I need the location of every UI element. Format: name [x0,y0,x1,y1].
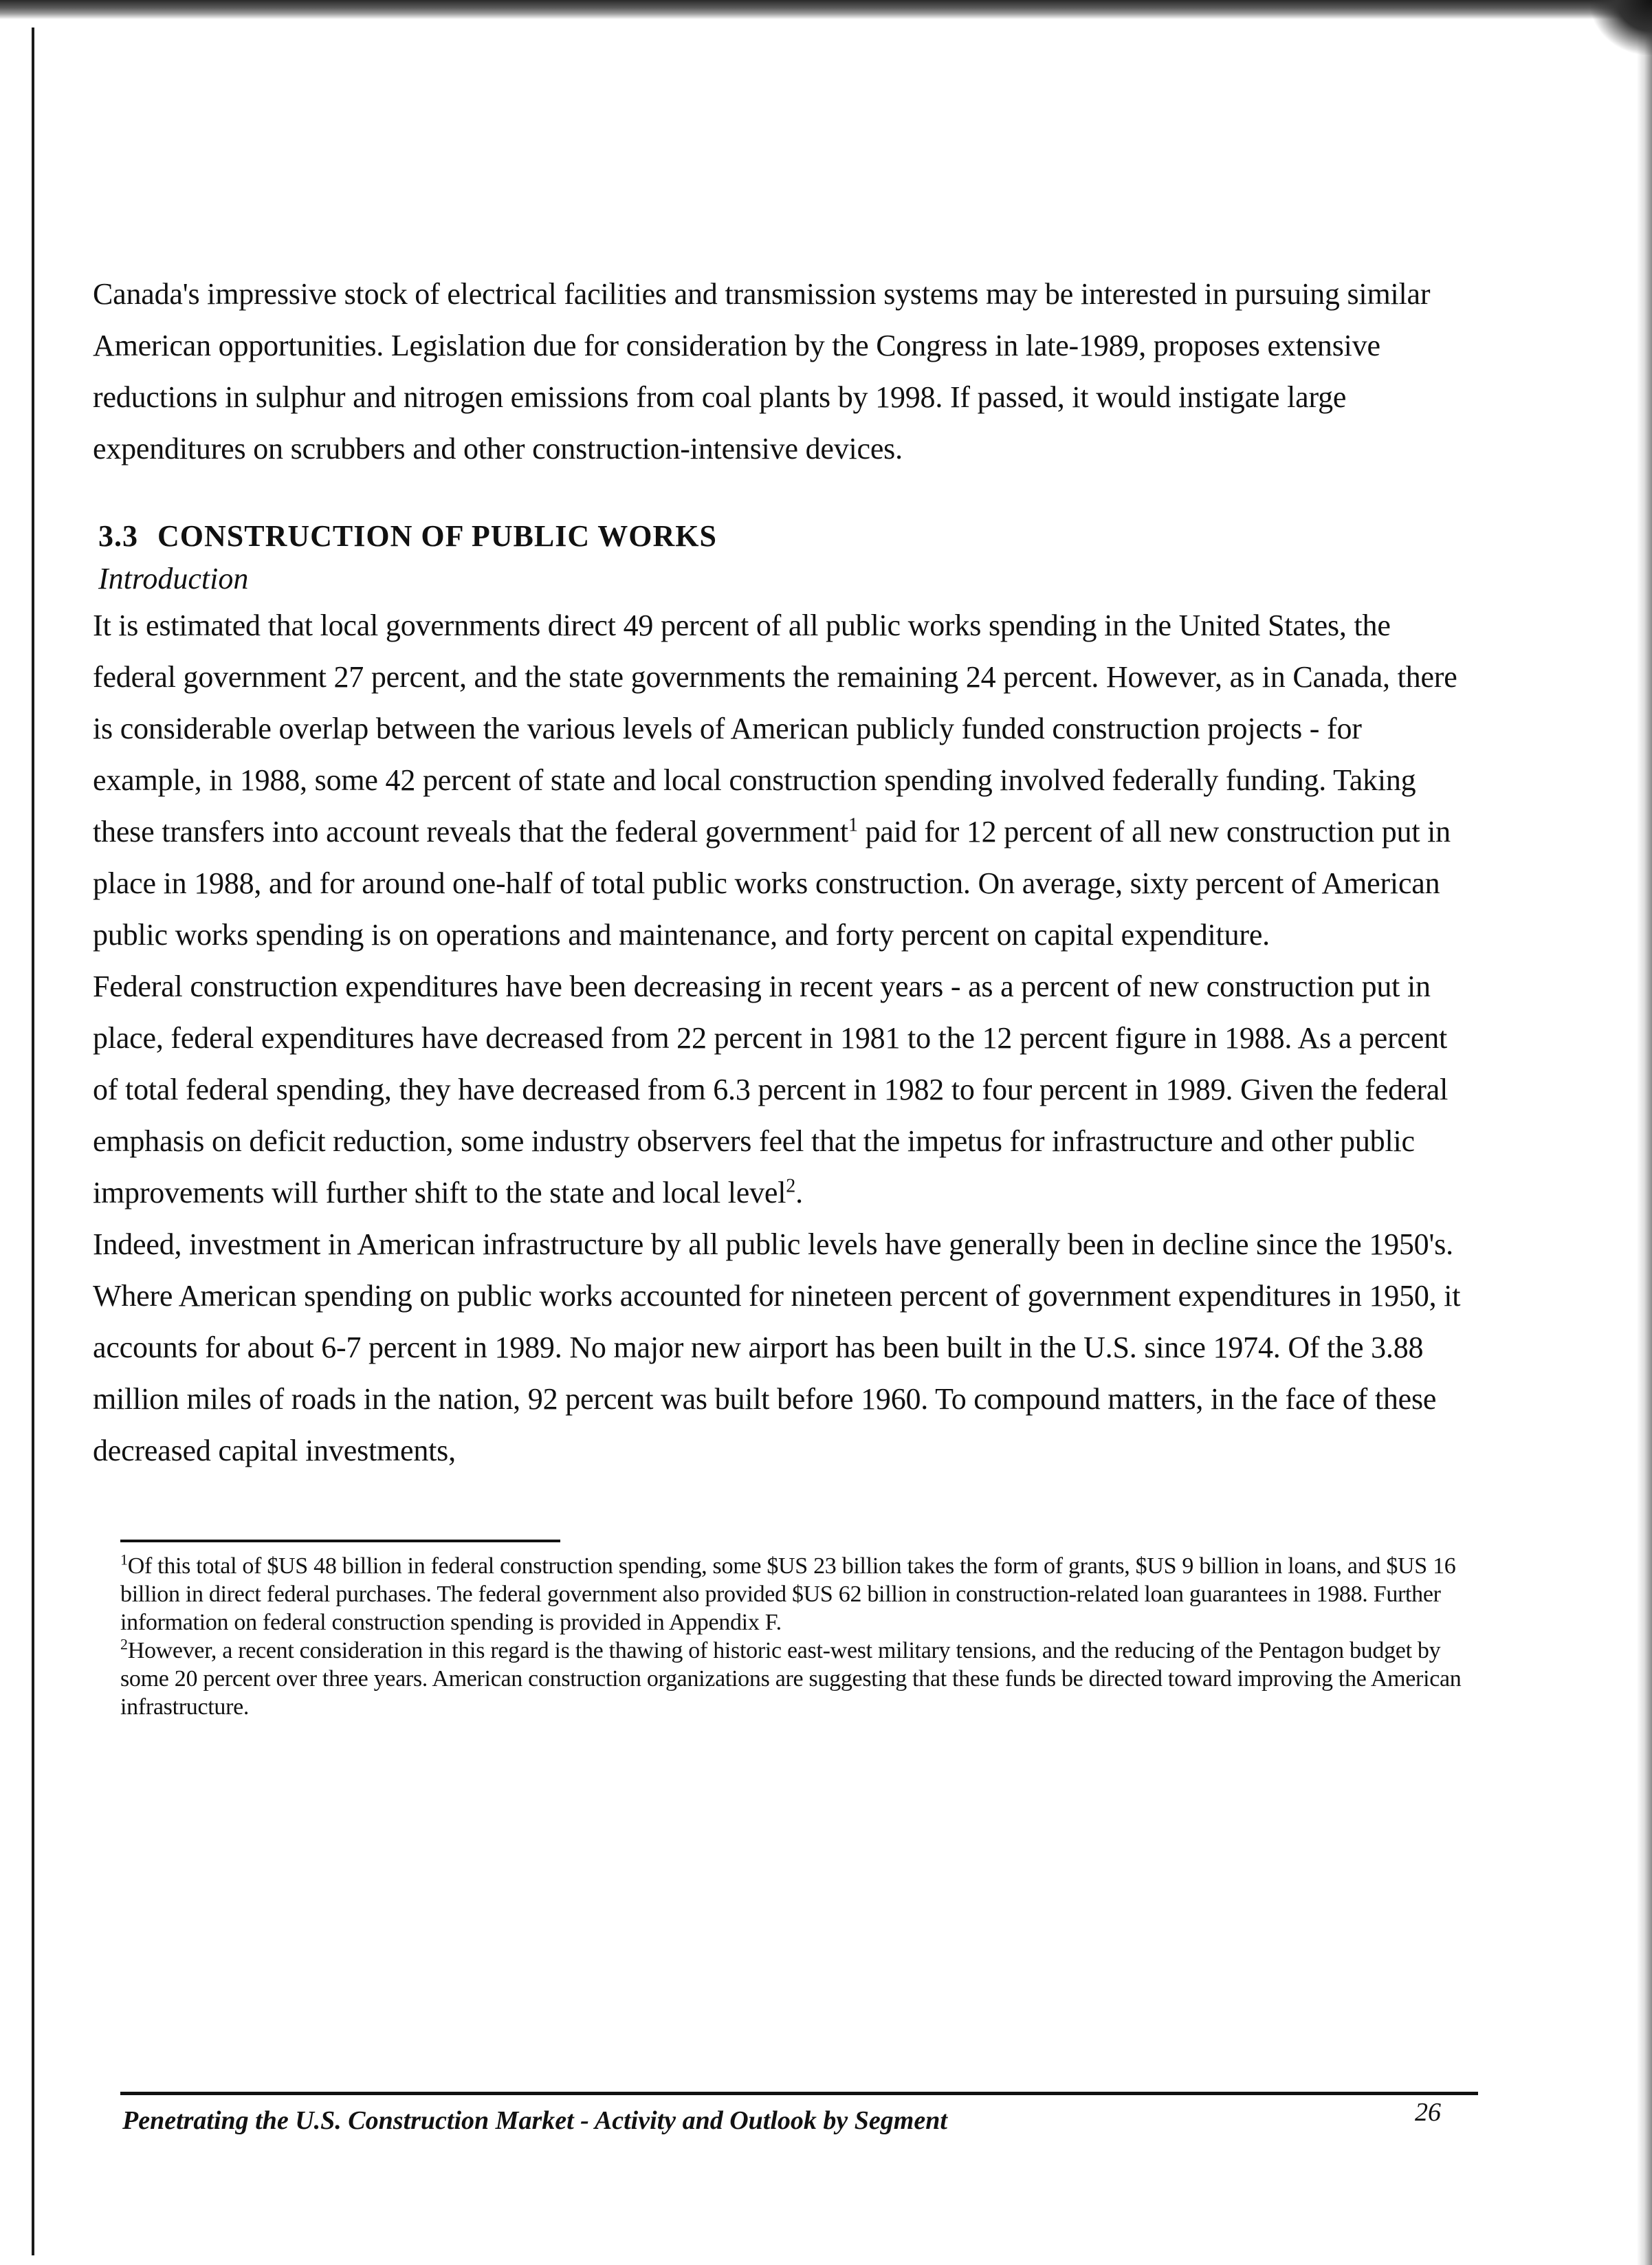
section-heading [98,514,1475,558]
footnote-mark: 1 [120,1551,128,1568]
footnotes [120,1552,1475,1721]
scan-corner-curl [1590,0,1652,55]
paragraph-public-works-spending [93,600,1475,961]
section-number: 3.3 [98,519,138,553]
footer-divider [120,2092,1478,2095]
scan-left-edge [32,28,34,2255]
footnote-ref-2[interactable]: 2 [786,1175,796,1197]
paragraph-text: Federal construction expenditures have been decreasing in recent years - as a percent of new construction put in place, federal expenditures have decreased from 22 percent in 1981 to the 12 percent figure in 1988. As a percent of total federal spending, they have decreased from 6.3 percent in 1982 to four percent in 1989. Given the federal emphasis on deficit reduction, some industry observers feel that the impetus for infrastructure and other public improvements will further shift to the state and local level [93,970,1449,1210]
paragraph-text: paid for 12 percent of all new construction put in place in 1988, and for around one-half of total public works construction. On average, sixty percent of American public works spending is on operations and maintenance, and forty percent on capital expenditure. [93,815,1451,952]
footnote-mark: 2 [120,1635,128,1653]
footnote-text: However, a recent consideration in this regard is the thawing of historic east-west military tensions, and the reducing of the Pentagon budget by some 20 percent over three years. American construction organizations are suggesting that these funds be directed toward improving the American infrastructure. [120,1638,1462,1720]
page-number: 26 [1415,2098,1441,2127]
section-subheading: Introduction [98,562,249,595]
footnote-ref-1[interactable]: 1 [848,814,858,836]
paragraph-text: . [795,1176,803,1210]
scan-top-edge [0,0,1652,19]
paragraph-infrastructure-decline: Indeed, investment in American infrastructure by all public levels have generally been in decline since the 1950's. Where American spending on public works accounted for nineteen percent of government expenditures in 1950, it accounts for about 6-7 percent in 1989. No major new airport has been built in the U.S. since 1974. Of the 3.88 million miles of roads in the nation, 92 percent was built before 1960. To compound matters, in the face of these decreased capital investments, [93,1227,1461,1467]
intro-paragraph: Canada's impressive stock of electrical facilities and transmission systems may be interested in pursuing similar American opportunities. Legislation due for consideration by the Congress in late-1989, proposes extensive reductions in sulphur and nitrogen emissions from coal plants by 1998. If passed, it would instigate large expenditures on scrubbers and other construction-intensive devices. [93,277,1431,466]
footnote-1 [120,1552,1475,1637]
paragraph-text: It is estimated that local governments direct 49 percent of all public works spending in the United States, the federal government 27 percent, and the state governments the remaining 24 percent. However, as in Canada, there is considerable overlap between the various levels of American publicly funded construction projects - for example, in 1988, some 42 percent of state and local construction spending involved federally funding. Taking these transfers into account reveals that the federal government [93,609,1457,849]
footer-title: Penetrating the U.S. Construction Market - Activity and Outlook by Segment [122,2106,947,2135]
footnote-2 [120,1637,1475,1721]
footnote-divider [120,1540,560,1542]
document-page [93,268,1475,1721]
paragraph-federal-expenditures [93,961,1475,1218]
section-title: CONSTRUCTION OF PUBLIC WORKS [157,519,718,553]
scan-right-edge [1637,0,1652,2265]
footnote-text: Of this total of $US 48 billion in federal construction spending, some $US 23 billion takes the form of grants, $US 9 billion in loans, and $US 16 billion in direct federal purchases. The federal government also provided $US 62 billion in construction-related loan guarantees in 1988. Further information on federal construction spending is provided in Appendix F. [120,1553,1456,1635]
